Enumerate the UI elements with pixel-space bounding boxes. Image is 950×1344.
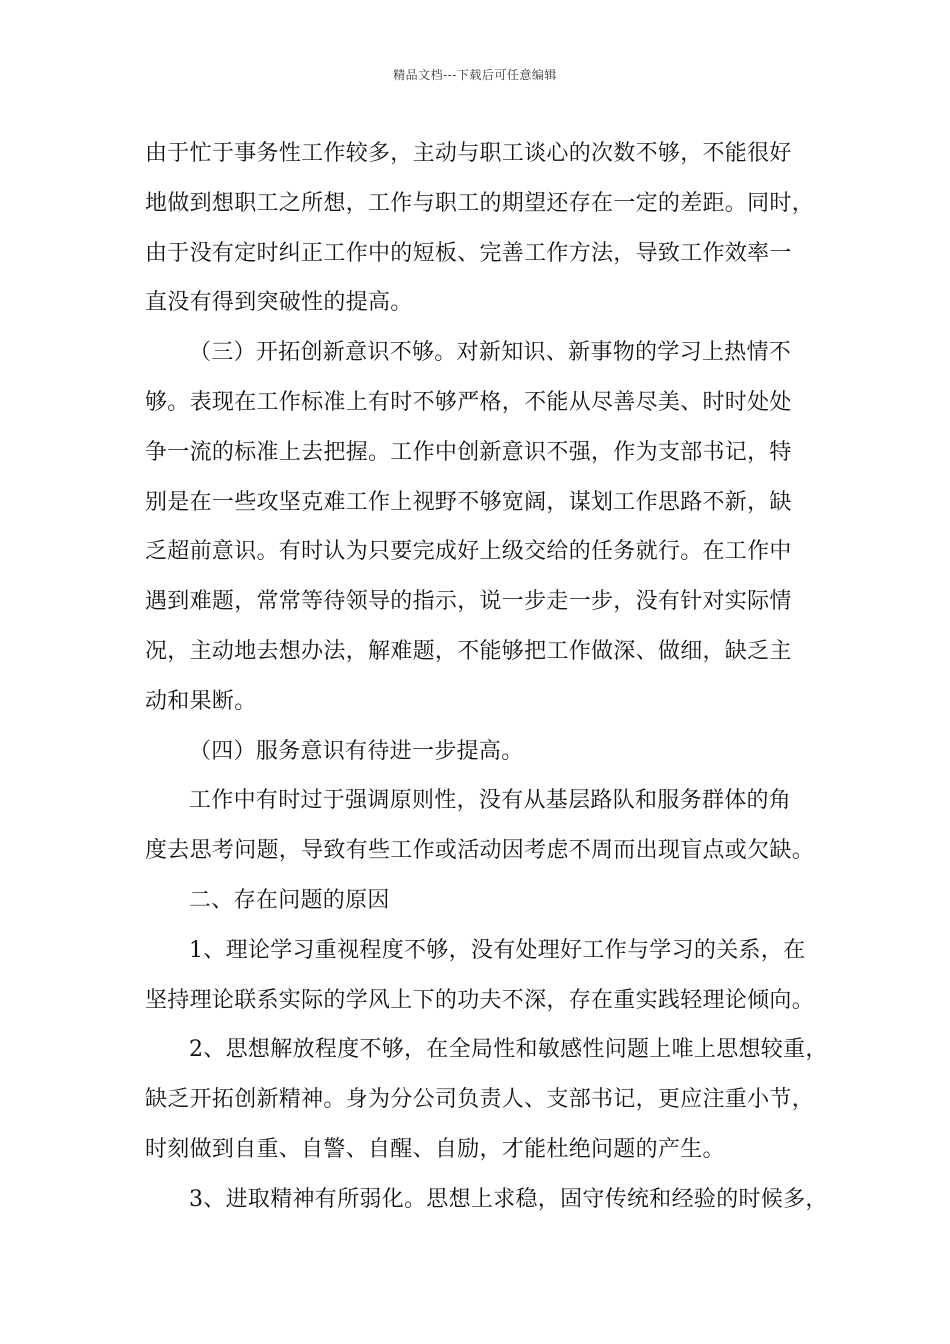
text-line: （三）开拓创新意识不够。对新知识、新事物的学习上热情不 <box>189 340 792 366</box>
text-line: 乏超前意识。有时认为只要完成好上级交给的任务就行。在工作中 <box>145 539 792 565</box>
text-line: 时刻做到自重、自警、自醒、自励，才能杜绝问题的产生。 <box>145 1136 725 1162</box>
text-line: 争一流的标准上去把握。工作中创新意识不强，作为支部书记，特 <box>145 439 792 465</box>
text-line: 2、思想解放程度不够，在全局性和敏感性问题上唯上思想较重， <box>189 1037 828 1063</box>
text-line: 度去思考问题，导致有些工作或活动因考虑不周而出现盲点或欠缺。 <box>145 838 815 864</box>
text-line: 别是在一些攻坚克难工作上视野不够宽阔，谋划工作思路不新，缺 <box>145 489 792 515</box>
document-body <box>145 129 828 1225</box>
text-line: 直没有得到突破性的提高。 <box>145 290 413 316</box>
text-line: （四）服务意识有待进一步提高。 <box>189 738 524 764</box>
text-line: 由于忙于事务性工作较多，主动与职工谈心的次数不够，不能很好 <box>145 141 792 166</box>
text-line: 工作中有时过于强调原则性，没有从基层路队和服务群体的角 <box>189 788 792 814</box>
text-line: 坚持理论联系实际的学风上下的功夫不深，存在重实践轻理论倾向。 <box>145 987 815 1013</box>
text-line: 动和果断。 <box>145 688 257 714</box>
text-line: 遇到难题，常常等待领导的指示，说一步走一步，没有针对实际情 <box>145 589 792 615</box>
page-header: 精品文档---下载后可任意编辑 <box>393 68 557 82</box>
text-line: 由于没有定时纠正工作中的短板、完善工作方法，导致工作效率一 <box>145 240 792 266</box>
text-line: 缺乏开拓创新精神。身为分公司负责人、支部书记，更应注重小节， <box>145 1087 815 1113</box>
text-line: 够。表现在工作标准上有时不够严格，不能从尽善尽美、时时处处 <box>145 389 792 415</box>
text-line: 3、进取精神有所弱化。思想上求稳，固守传统和经验的时候多， <box>189 1186 828 1212</box>
text-line: 地做到想职工之所想，工作与职工的期望还存在一定的差距。同时， <box>145 190 815 216</box>
text-line: 1、理论学习重视程度不够，没有处理好工作与学习的关系，在 <box>189 937 806 963</box>
text-line: 况，主动地去想办法，解难题，不能够把工作做深、做细，缺乏主 <box>145 638 792 664</box>
text-line: 二、存在问题的原因 <box>189 887 390 913</box>
